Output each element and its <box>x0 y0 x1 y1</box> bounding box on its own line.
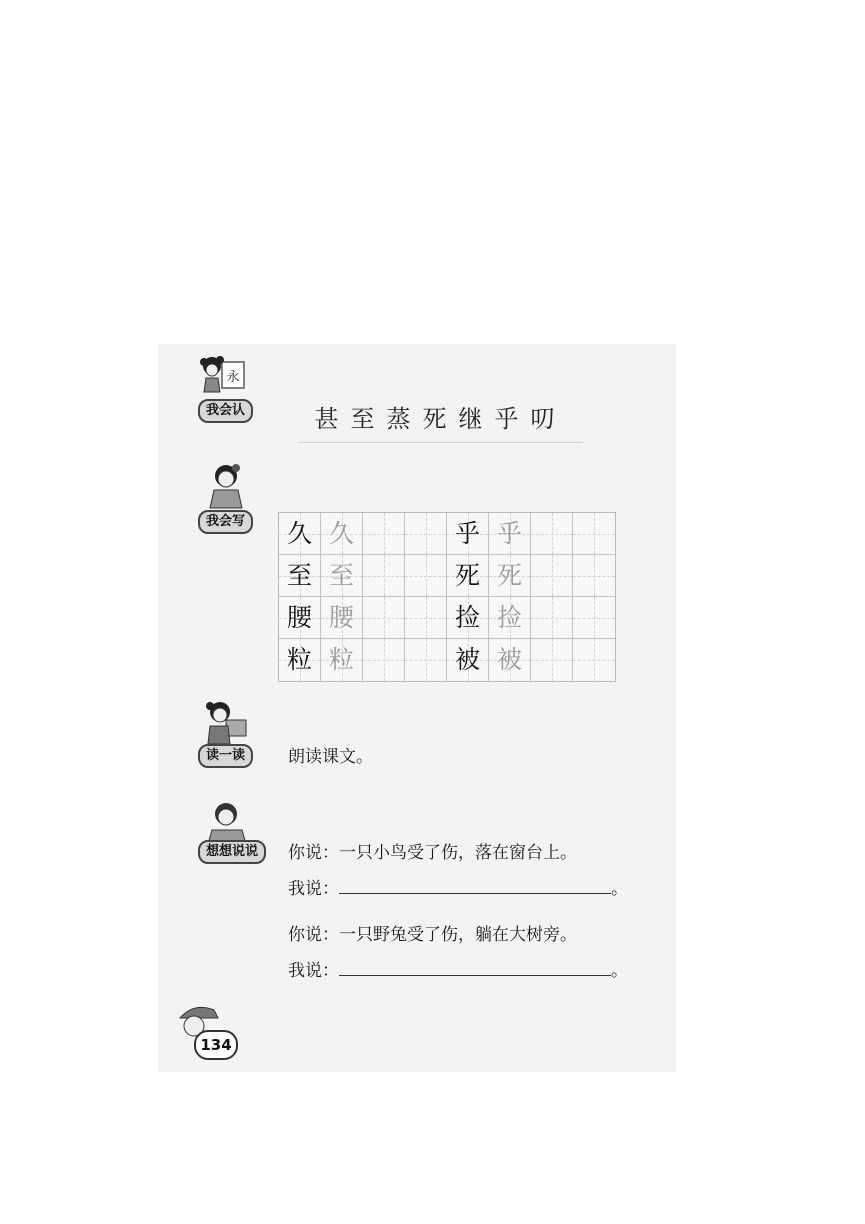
prompt-line-2: 你说：一只野兔受了伤，躺在大树旁。 <box>288 925 577 945</box>
char-cell <box>279 555 321 597</box>
empty-cell <box>573 639 615 681</box>
empty-cell <box>363 513 405 555</box>
section-badge-think: 想想说说 <box>198 840 266 864</box>
reply-end-1: 。 <box>611 879 628 899</box>
trace-char: 捡 <box>496 603 522 632</box>
empty-cell <box>405 555 447 597</box>
char-cell <box>321 513 363 555</box>
reply-label-1: 我说： <box>288 879 339 899</box>
empty-cell <box>405 639 447 681</box>
char-cell <box>321 639 363 681</box>
char-cell <box>279 513 321 555</box>
trace-char: 腰 <box>328 603 354 632</box>
prompt-line-1: 你说：一只小鸟受了伤，落在窗台上。 <box>288 843 577 863</box>
model-char: 被 <box>454 645 480 674</box>
writing-practice-grid <box>278 512 616 682</box>
empty-cell <box>405 597 447 639</box>
empty-cell <box>405 513 447 555</box>
trace-char: 久 <box>328 519 354 548</box>
reply-line-2 <box>288 956 628 981</box>
empty-cell <box>531 639 573 681</box>
trace-char: 死 <box>496 561 522 590</box>
girl-with-sign-illustration <box>198 352 256 402</box>
answer-blank-2[interactable] <box>339 959 611 976</box>
char-cell <box>489 555 531 597</box>
model-char: 粒 <box>286 645 312 674</box>
reply-line-1 <box>288 874 628 899</box>
model-char: 捡 <box>454 603 480 632</box>
trace-char: 粒 <box>328 645 354 674</box>
section-badge-write: 我会写 <box>198 510 253 534</box>
trace-char: 被 <box>496 645 522 674</box>
char-cell <box>447 555 489 597</box>
char-cell <box>447 597 489 639</box>
empty-cell <box>363 597 405 639</box>
answer-blank-1[interactable] <box>339 877 611 894</box>
model-char: 腰 <box>286 603 312 632</box>
page-number: 134 <box>194 1030 238 1060</box>
char-cell <box>321 555 363 597</box>
char-cell <box>489 513 531 555</box>
girl-reading-illustration <box>202 700 256 746</box>
read-instruction: 朗读课文。 <box>288 747 373 767</box>
reply-label-2: 我说： <box>288 961 339 981</box>
model-char: 死 <box>454 561 480 590</box>
char-cell <box>321 597 363 639</box>
empty-cell <box>573 597 615 639</box>
sign-char: 永 <box>226 370 240 385</box>
textbook-page <box>158 344 676 1072</box>
char-cell <box>279 639 321 681</box>
char-cell <box>447 639 489 681</box>
char-cell <box>489 597 531 639</box>
trace-char: 乎 <box>496 519 522 548</box>
model-char: 乎 <box>454 519 480 548</box>
page-number-area <box>174 1000 234 1060</box>
empty-cell <box>363 639 405 681</box>
empty-cell <box>531 597 573 639</box>
char-cell <box>447 513 489 555</box>
recognize-characters: 甚至蒸死继乎叨 <box>298 396 583 443</box>
char-cell <box>489 639 531 681</box>
empty-cell <box>573 555 615 597</box>
model-char: 至 <box>286 561 312 590</box>
section-badge-recognize: 我会认 <box>198 399 253 423</box>
girl-writing-illustration <box>202 462 252 512</box>
empty-cell <box>573 513 615 555</box>
empty-cell <box>363 555 405 597</box>
section-badge-read: 读一读 <box>198 744 253 768</box>
model-char: 久 <box>286 519 312 548</box>
reply-end-2: 。 <box>611 961 628 981</box>
empty-cell <box>531 555 573 597</box>
trace-char: 至 <box>328 561 354 590</box>
char-cell <box>279 597 321 639</box>
empty-cell <box>531 513 573 555</box>
